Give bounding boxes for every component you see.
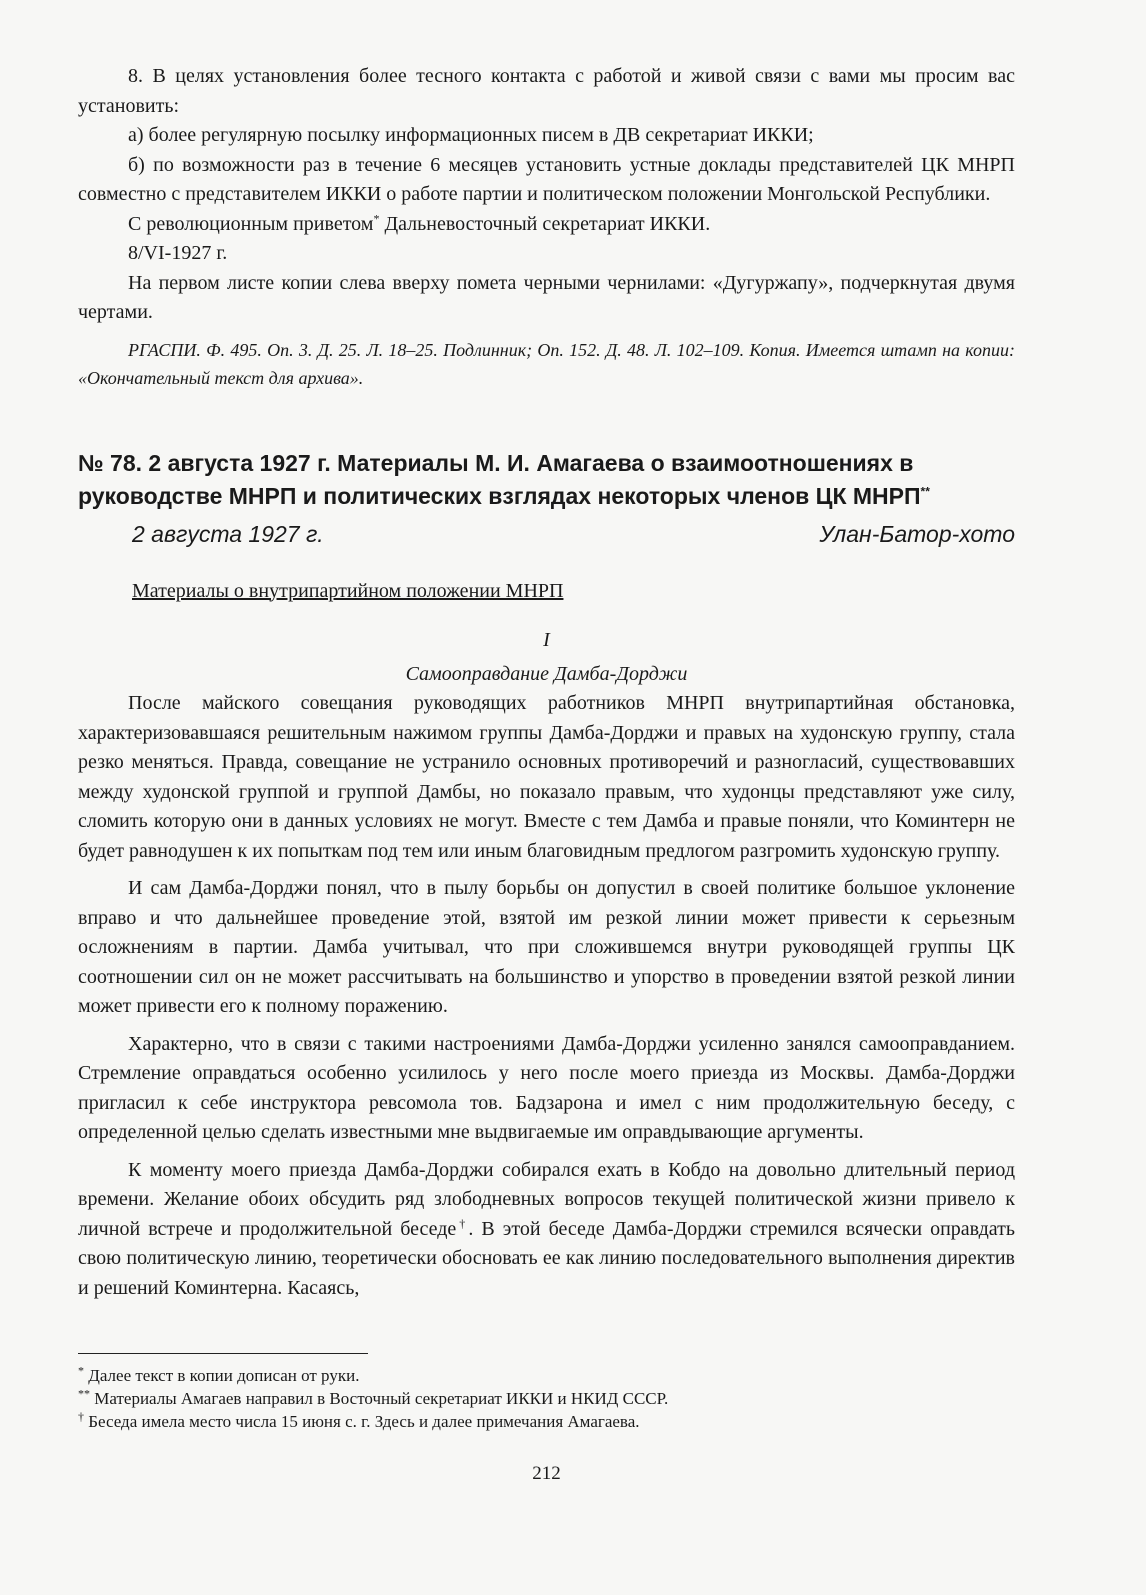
footnote-text: Беседа имела место числа 15 июня с. г. Здесь и далее примечания Амагаева.	[84, 1412, 640, 1431]
archive-source: РГАСПИ. Ф. 495. Оп. 3. Д. 25. Л. 18–25. Подлинник; Оп. 152. Д. 48. Л. 102–109. Копия. Имеется штамп на копии: «Окончательный текст для архива».	[78, 339, 1015, 388]
paragraph-8: 8. В целях установления более тесного контакта с работой и живой связи с вами мы просим вас установить:	[78, 65, 1015, 117]
footnote-mark: **	[78, 1386, 90, 1401]
body-paragraph: Характерно, что в связи с такими настроениями Дамба-Дорджи усиленно занялся самооправданием. Стремление оправдаться особенно усилилось у него после моего приезда из Москвы. Дамба-Дорджи пригласил к себе инструктора ревсомола тов. Бадзарона и имел с ним продолжительную беседу, с определенной целью сделать известными мне выдвигаемые им оправдывающие аргументы.	[78, 1032, 1015, 1143]
document-page	[78, 62, 1015, 1485]
greeting	[78, 210, 1015, 240]
footnote-ref-1: *	[373, 210, 380, 225]
footnote-ref-2: **	[920, 483, 930, 498]
page-number: 212	[532, 1463, 561, 1484]
document-title	[78, 447, 1015, 513]
last-para-start: К моменту моего приезда Дамба-Дорджи собирался ехать в Кобдо на довольно длительный период времени. Желание обоих обсудить ряд злободневных вопросов текущей политической жизни привело к личной встрече и продолжительной беседе	[78, 1158, 1015, 1240]
footnote-mark: †	[78, 1409, 84, 1424]
materials-heading: Материалы о внутрипартийном положении МНРП	[132, 579, 564, 602]
body-paragraph: И сам Дамба-Дорджи понял, что в пылу борьбы он допустил в своей политике большое уклонение вправо и что дальнейшее проведение этой, взятой им резкой линии может привести к серьезным осложнениям в партии. Дамба учитывал, что при сложившемся внутри руководящей группы ЦК соотношении сил он не может рассчитывать на большинство и упорство в проведении взятой резкой линии может привести его к полному поражению.	[78, 877, 1015, 1017]
footnote-ref-3: †	[456, 1215, 469, 1230]
document-date: 2 августа 1927 г.	[132, 520, 324, 547]
body-paragraph-last	[78, 1156, 1015, 1304]
letter-date: 8/VI-1927 г.	[128, 242, 228, 264]
footnote	[78, 1410, 1015, 1433]
footnote-text: Далее текст в копии дописан от руки.	[84, 1366, 360, 1385]
date-place-row	[78, 519, 1015, 549]
section-title: Самооправдание Дамба-Дорджи	[405, 662, 688, 685]
document-title-text: № 78. 2 августа 1927 г. Материалы М. И. Амагаева о взаимоотношениях в руководстве МНРП и политических взглядах некоторых членов ЦК МНРП	[78, 449, 921, 509]
greeting-end: Дальневосточный секретариат ИККИ.	[379, 212, 711, 235]
footnote	[78, 1387, 1015, 1410]
greeting-start: С революционным приветом	[128, 212, 374, 235]
paragraph-b: б) по возможности раз в течение 6 месяцев установить устные доклады представителей ЦК МНРП совместно с представителем ИККИ о работе партии и политическом положении Монгольской Республики.	[78, 153, 1015, 205]
footnote-text: Материалы Амагаев направил в Восточный секретариат ИККИ и НКИД СССР.	[90, 1389, 669, 1408]
document-place: Улан-Батор-хото	[819, 520, 1015, 547]
archive-note: На первом листе копии слева вверху помета черными чернилами: «Дугуржапу», подчеркнутая двумя чертами.	[78, 271, 1015, 323]
last-para-end: . В этой беседе Дамба-Дорджи стремился всячески оправдать свою политическую линию, теоретически обосновать ее как линию последовательного выполнения директив и решений Коминтерна. Касаясь,	[78, 1217, 1016, 1299]
body-paragraph: После майского совещания руководящих работников МНРП внутрипартийная обстановка, характеризовавшаяся решительным нажимом группы Дамба-Дорджи и правых на худонскую группу, стала резко меняться. Правда, совещание не устранило основных противоречий и разногласий, существовавших между худонской группой и группой Дамбы, но показало правым, что худонцы представляют уже силу, сломить которую они в данных условиях не могут. Вместе с тем Дамба и правые поняли, что Коминтерн не будет равнодушен к их попыткам под тем или иным благовидным предлогом разгромить худонскую группу.	[78, 692, 1015, 862]
footnote-divider	[78, 1353, 368, 1354]
section-number: I	[543, 629, 550, 651]
footnote	[78, 1364, 1015, 1387]
footnote-mark: *	[78, 1363, 84, 1378]
paragraph-a: а) более регулярную посылку информационных писем в ДВ секретариат ИККИ;	[128, 124, 814, 146]
